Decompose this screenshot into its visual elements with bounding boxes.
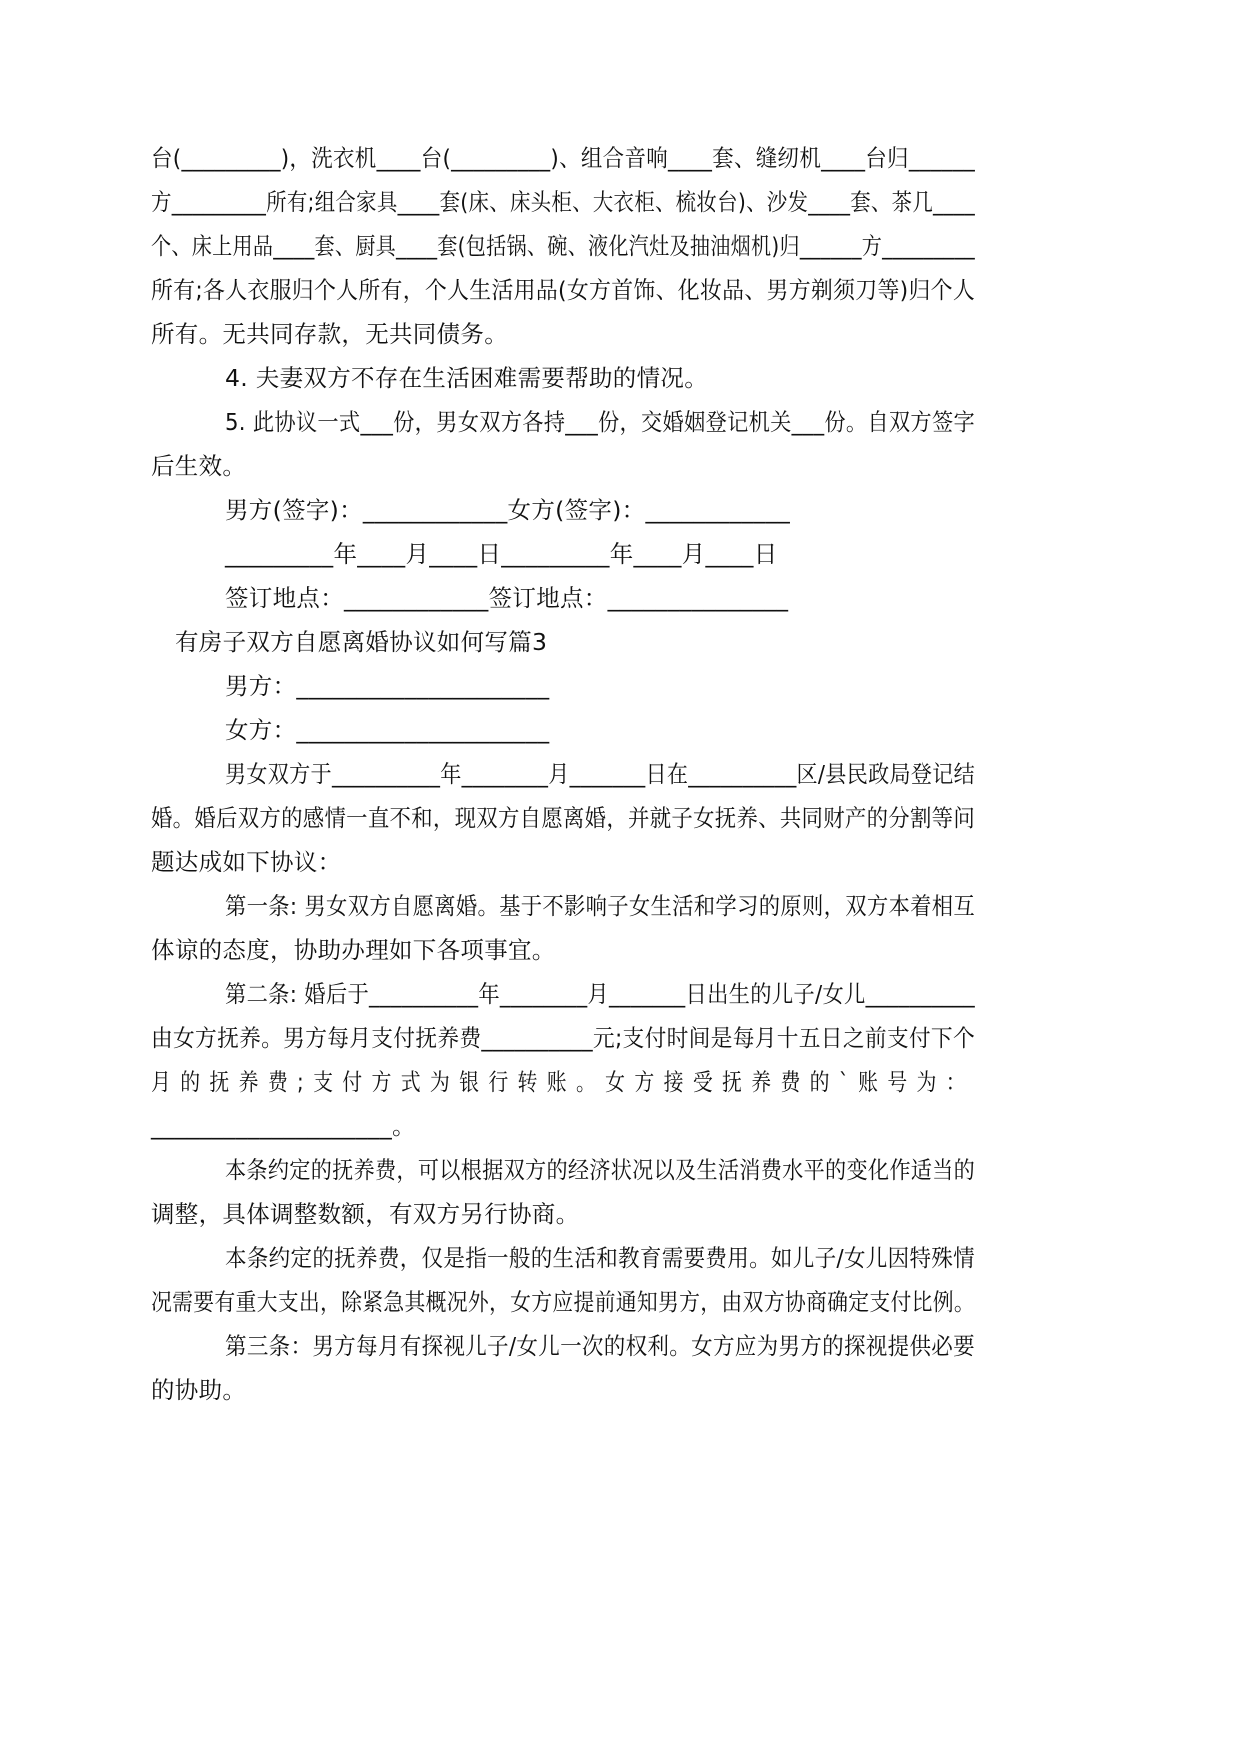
text-line: 台(_________)，洗衣机____台(_________)、组合音响____套、缝纫机____台归______ (151, 144, 976, 172)
text-line: ____________________。 (151, 1112, 416, 1140)
text-line: 第三条：男方每月有探视儿子/女儿一次的权利。女方应为男方的探视提供必要 (225, 1332, 975, 1360)
text-line: 第二条: 婚后于__________年________月_______日出生的儿子/女儿__________ (225, 980, 975, 1008)
text-line: 调整，具体调整数额，有双方另行协商。 (151, 1200, 580, 1228)
text-line: 方_________所有;组合家具____套(床、床头柜、大衣柜、梳妆台)、沙发____套、茶几____ (151, 188, 976, 216)
text-line: 的协助。 (151, 1376, 247, 1404)
text-line: 个、床上用品____套、厨具____套(包括锅、碗、液化汽灶及抽油烟机)归______方_________ (151, 232, 975, 260)
section-heading: 有房子双方自愿离婚协议如何写篇3 (175, 628, 548, 656)
text-line: 5. 此协议一式___份，男女双方各持___份，交婚姻登记机关___份。自双方签字 (225, 408, 975, 436)
text-line: 体谅的态度，协助办理如下各项事宜。 (151, 936, 556, 964)
text-line: 婚。婚后双方的感情一直不和，现双方自愿离婚，并就子女抚养、共同财产的分割等问 (151, 804, 976, 832)
text-line: 后生效。 (151, 452, 247, 480)
text-line: 月的抚养费;支付方式为银行转账。女方接受抚养费的`账号为： (151, 1068, 975, 1096)
text-line: 题达成如下协议： (151, 848, 342, 876)
text-line: 第一条: 男女双方自愿离婚。基于不影响子女生活和学习的原则，双方本着相互 (225, 892, 976, 920)
text-line: 况需要有重大支出，除紧急其概况外，女方应提前通知男方，由双方协商确定支付比例。 (151, 1288, 975, 1316)
text-line: 男方：_____________________ (225, 672, 550, 700)
date-line: _________年____月____日_________年____月____日 (225, 540, 778, 568)
signature-line: 男方(签字)：____________女方(签字)：____________ (225, 496, 791, 524)
place-line: 签订地点：____________签订地点：_______________ (225, 584, 789, 612)
text-line: 所有;各人衣服归个人所有，个人生活用品(女方首饰、化妆品、男方剃须刀等)归个人 (151, 276, 976, 304)
text-line: 女方：_____________________ (225, 716, 550, 744)
text-line: 本条约定的抚养费，可以根据双方的经济状况以及生活消费水平的变化作适当的 (225, 1156, 976, 1184)
text-line: 本条约定的抚养费，仅是指一般的生活和教育需要费用。如儿子/女儿因特殊情 (225, 1244, 975, 1272)
text-line: 男女双方于__________年________月_______日在__________区/县民政局登记结 (225, 760, 976, 788)
text-line: 4. 夫妻双方不存在生活困难需要帮助的情况。 (225, 364, 708, 392)
text-line: 所有。无共同存款，无共同债务。 (151, 320, 508, 348)
text-line: 由女方抚养。男方每月支付抚养费__________元;支付时间是每月十五日之前支付下个 (151, 1024, 975, 1052)
